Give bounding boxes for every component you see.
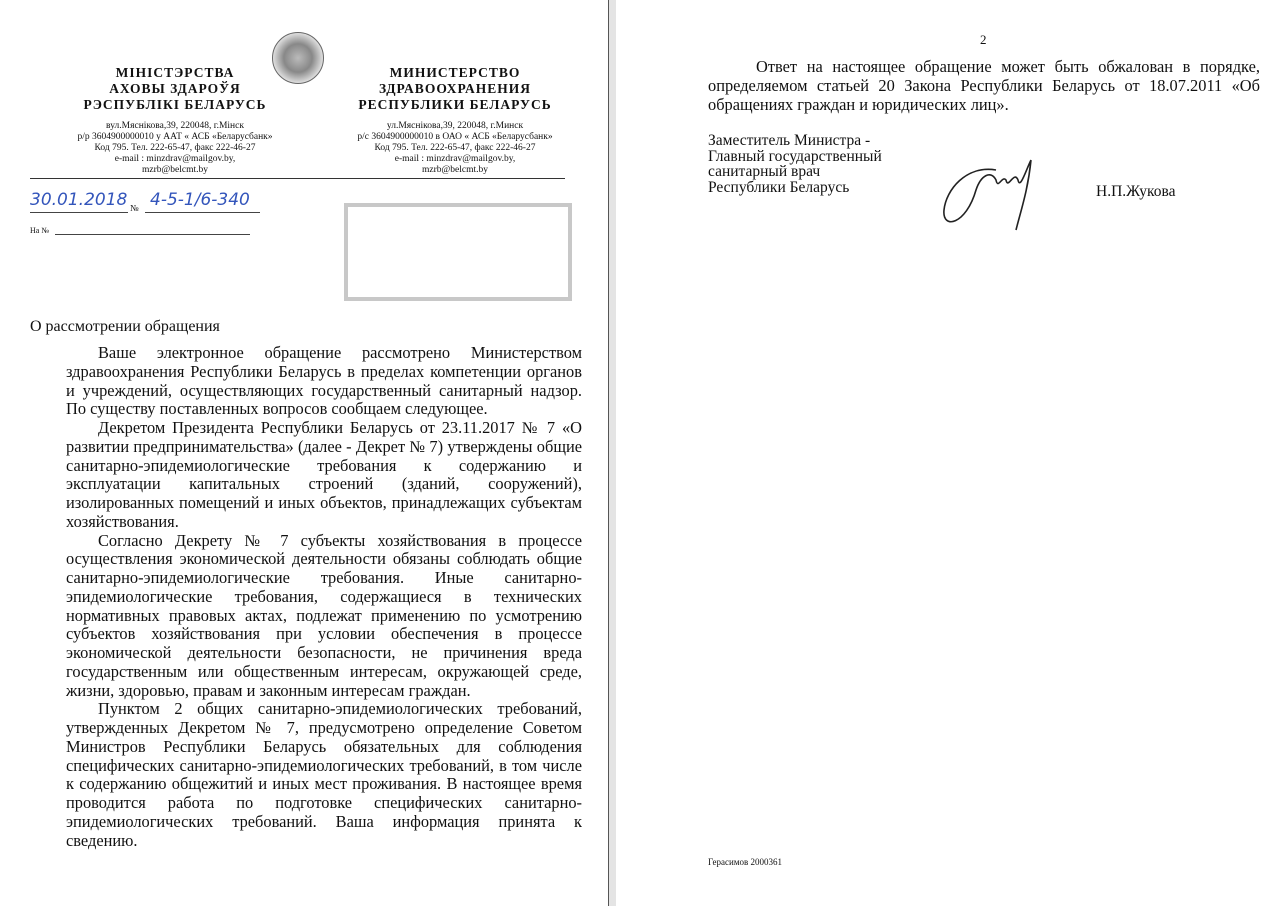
paragraph: Согласно Декрету № 7 субъекты хозяйствования в процессе осуществления экономической деятельности обязаны соблюдать общие санитарно-эпидемиологические требования. Иные санитарно-эпидемиологические требования, содержащиеся в технических нормативных правовых актах, подлежат применению по усмотрению субъектов хозяйствования при условии обеспечения в процессе экономической деятельности безопасности, не причинения вреда государственным или общественным интересам, окружающей среде, жизни, здоровью, правам и законным интересам граждан.	[66, 530, 582, 700]
address-line: вул.Мяснікова,39, 220048, г.Мінск	[106, 121, 244, 131]
signature-icon	[936, 150, 1076, 240]
address-line: e-mail : minzdrav@mailgov.by,	[394, 154, 516, 164]
address-line: mzrb@belcmt.by	[142, 165, 208, 175]
paragraph: Декретом Президента Республики Беларусь от 23.11.2017 № 7 «О развитии предпринимательства» (далее - Декрет № 7) утверждены общие санитарно-эпидемиологические требования к содержанию и эксплуатации капитальных строений (зданий, сооружений), изолированных помещений и иных объектов, принадлежащих субъектам хозяйствования.	[66, 418, 582, 531]
header-belarusian	[60, 65, 290, 113]
letter-body	[66, 344, 582, 850]
redacted-address-box	[344, 203, 572, 301]
header-line: РЕСПУБЛИКИ БЕЛАРУСЬ	[358, 97, 552, 112]
address-line: р/с 3604900000010 в ОАО « АСБ «Беларусбанк»	[357, 132, 553, 142]
executor-note: Герасимов 2000361	[708, 857, 783, 867]
address-russian	[330, 121, 580, 176]
subject-line: О рассмотрении обращения	[30, 318, 220, 335]
address-line: Код 795. Тел. 222-65-47, факс 222-46-27	[94, 143, 256, 153]
signer-title-line: Республики Беларусь	[708, 178, 850, 196]
page-1	[0, 0, 608, 906]
address-line: р/р 3604900000010 у ААТ « АСБ «Беларусбанк»	[77, 132, 273, 142]
paragraph: Ваше электронное обращение рассмотрено Министерством здравоохранения Республики Беларусь в пределах компетенции органов и учреждений, осуществляющих государственный санитарный надзор. По существу поставленных вопросов сообщаем следующее.	[66, 343, 582, 419]
date-handwritten: 30.01.2018	[30, 190, 128, 210]
header-divider	[30, 178, 565, 179]
ref-underline	[55, 234, 250, 235]
signer-title-line: санитарный врач	[708, 163, 821, 180]
header-line: МІНІСТЭРСТВА	[115, 65, 235, 80]
header-russian	[330, 65, 580, 113]
number-underline	[145, 212, 260, 213]
header-line: ЗДРАВООХРАНЕНИЯ	[378, 81, 532, 96]
address-belarusian	[50, 121, 300, 176]
signer-title	[708, 133, 882, 195]
date-underline	[30, 212, 128, 213]
header-line: АХОВЫ ЗДАРОЎЯ	[109, 81, 241, 96]
signer-title-line: Заместитель Министра -	[708, 132, 871, 149]
ref-label: На №	[30, 226, 49, 235]
header-line: РЭСПУБЛІКІ БЕЛАРУСЬ	[83, 97, 267, 112]
page-number: 2	[980, 32, 987, 47]
appeal-paragraph: Ответ на настоящее обращение может быть обжалован в порядке, определяемом статьей 20 Закона Республики Беларусь от 18.07.2011 «Об обращениях граждан и юридических лиц».	[708, 57, 1260, 114]
number-handwritten: 4-5-1/6-340	[150, 190, 250, 210]
address-line: e-mail : minzdrav@mailgov.by,	[114, 154, 236, 164]
paragraph: Пунктом 2 общих санитарно-эпидемиологических требований, утвержденных Декретом № 7, предусмотрено определение Советом Министров Республики Беларусь обязательных для соблюдения специфических санитарно-эпидемиологических требований, в том числе к содержанию общежитий и иных мест проживания. В настоящее время проводится работа по подготовке специфических санитарно-эпидемиологических требований. Ваша информация принята к сведению.	[66, 699, 582, 850]
header-line: МИНИСТЕРСТВО	[389, 65, 521, 80]
number-label: №	[130, 203, 139, 213]
signer-name: Н.П.Жукова	[1096, 183, 1176, 200]
signer-title-line: Главный государственный	[708, 147, 882, 165]
page-2	[616, 0, 1280, 906]
address-line: mzrb@belcmt.by	[422, 165, 488, 175]
address-line: ул.Мяснікова,39, 220048, г.Минск	[386, 121, 524, 131]
address-line: Код 795. Тел. 222-65-47, факс 222-46-27	[374, 143, 536, 153]
